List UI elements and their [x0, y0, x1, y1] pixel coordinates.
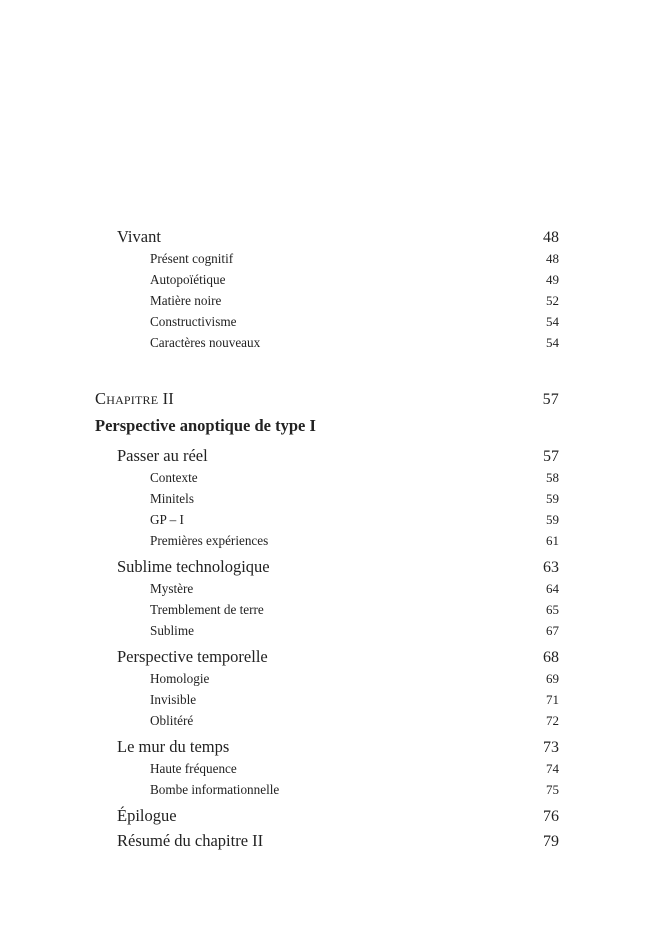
toc-page-number: 75: [546, 782, 559, 797]
toc-section-title: Épilogue: [117, 806, 177, 825]
toc-subsection-title: GP – I: [150, 512, 184, 527]
toc-page-number: 69: [546, 671, 559, 686]
toc-subsection[interactable]: [95, 710, 559, 731]
toc-page-number: 65: [546, 602, 559, 617]
toc-subsection-title: Homologie: [150, 671, 210, 686]
toc-subsection-title: Autopoïétique: [150, 272, 226, 287]
toc-subsection-title: Contexte: [150, 470, 198, 485]
toc-page-number: 57: [543, 448, 559, 465]
toc-subsection[interactable]: [95, 779, 559, 800]
toc-page-number: 73: [543, 739, 559, 756]
chapter-title: Perspective anoptique de type I: [95, 416, 316, 435]
toc-page-number: 48: [543, 229, 559, 246]
toc-subsection-title: Invisible: [150, 692, 197, 707]
toc-subsection-title: Mystère: [150, 581, 194, 596]
toc-section[interactable]: [95, 445, 559, 467]
toc-subsection[interactable]: [95, 509, 559, 530]
toc-subsection[interactable]: [95, 290, 559, 311]
toc-page-number: 79: [543, 833, 559, 850]
toc-page-number: 61: [546, 533, 559, 548]
toc-section-title: Vivant: [117, 227, 161, 246]
toc-subsection[interactable]: [95, 668, 559, 689]
toc-subsection-title: Minitels: [150, 491, 194, 506]
toc-section[interactable]: [95, 805, 559, 827]
toc-section-title: Sublime technologique: [117, 557, 270, 576]
table-of-contents: [95, 226, 559, 852]
toc-page-number: 59: [546, 512, 559, 527]
toc-section-title: Le mur du temps: [117, 737, 230, 756]
toc-section-title: Perspective temporelle: [117, 647, 268, 666]
toc-subsection[interactable]: [95, 248, 559, 269]
toc-page-number: 67: [546, 623, 559, 638]
toc-page-number: 57: [542, 391, 559, 408]
toc-section[interactable]: [95, 736, 559, 758]
toc-subsection[interactable]: [95, 332, 559, 353]
toc-page-number: 54: [546, 314, 559, 329]
toc-subsection-title: Tremblement de terre: [150, 602, 264, 617]
toc-page-number: 74: [546, 761, 559, 776]
toc-subsection[interactable]: [95, 620, 559, 641]
toc-section-title: Passer au réel: [117, 446, 208, 465]
toc-subsection-title: Caractères nouveaux: [150, 335, 261, 350]
toc-page-number: 59: [546, 491, 559, 506]
toc-page-number: 68: [543, 649, 559, 666]
toc-section-title: Résumé du chapitre II: [117, 831, 264, 850]
toc-page-number: 72: [546, 713, 559, 728]
toc-page-number: 58: [546, 470, 559, 485]
toc-section[interactable]: [95, 830, 559, 852]
toc-subsection-title: Constructivisme: [150, 314, 237, 329]
toc-subsection[interactable]: [95, 269, 559, 290]
toc-section[interactable]: [95, 556, 559, 578]
toc-subsection-title: Sublime: [150, 623, 194, 638]
toc-subsection[interactable]: [95, 467, 559, 488]
toc-subsection[interactable]: [95, 758, 559, 779]
toc-subsection-title: Premières expériences: [150, 533, 269, 548]
toc-chapter[interactable]: [95, 387, 559, 411]
toc-subsection[interactable]: [95, 530, 559, 551]
chapter-label: Chapitre II: [95, 389, 174, 408]
toc-page-number: 63: [543, 559, 559, 576]
toc-subsection[interactable]: [95, 689, 559, 710]
toc-section[interactable]: [95, 646, 559, 668]
toc-subsection-title: Haute fréquence: [150, 761, 237, 776]
toc-subsection-title: Oblitéré: [150, 713, 194, 728]
toc-subsection-title: Bombe informationnelle: [150, 782, 280, 797]
toc-page-number: 52: [546, 293, 559, 308]
toc-page-number: 71: [546, 692, 559, 707]
toc-subsection[interactable]: [95, 488, 559, 509]
toc-page-number: 49: [546, 272, 559, 287]
toc-page-number: 54: [546, 335, 559, 350]
toc-page-number: 48: [546, 251, 559, 266]
toc-subsection[interactable]: [95, 578, 559, 599]
toc-page-number: 76: [543, 808, 559, 825]
toc-subsection[interactable]: [95, 599, 559, 620]
spacer: [95, 353, 559, 387]
toc-subsection-title: Matière noire: [150, 293, 222, 308]
toc-section-vivant[interactable]: [95, 226, 559, 248]
toc-page-number: 64: [546, 581, 559, 596]
toc-subsection-title: Présent cognitif: [150, 251, 234, 266]
toc-subsection[interactable]: [95, 311, 559, 332]
